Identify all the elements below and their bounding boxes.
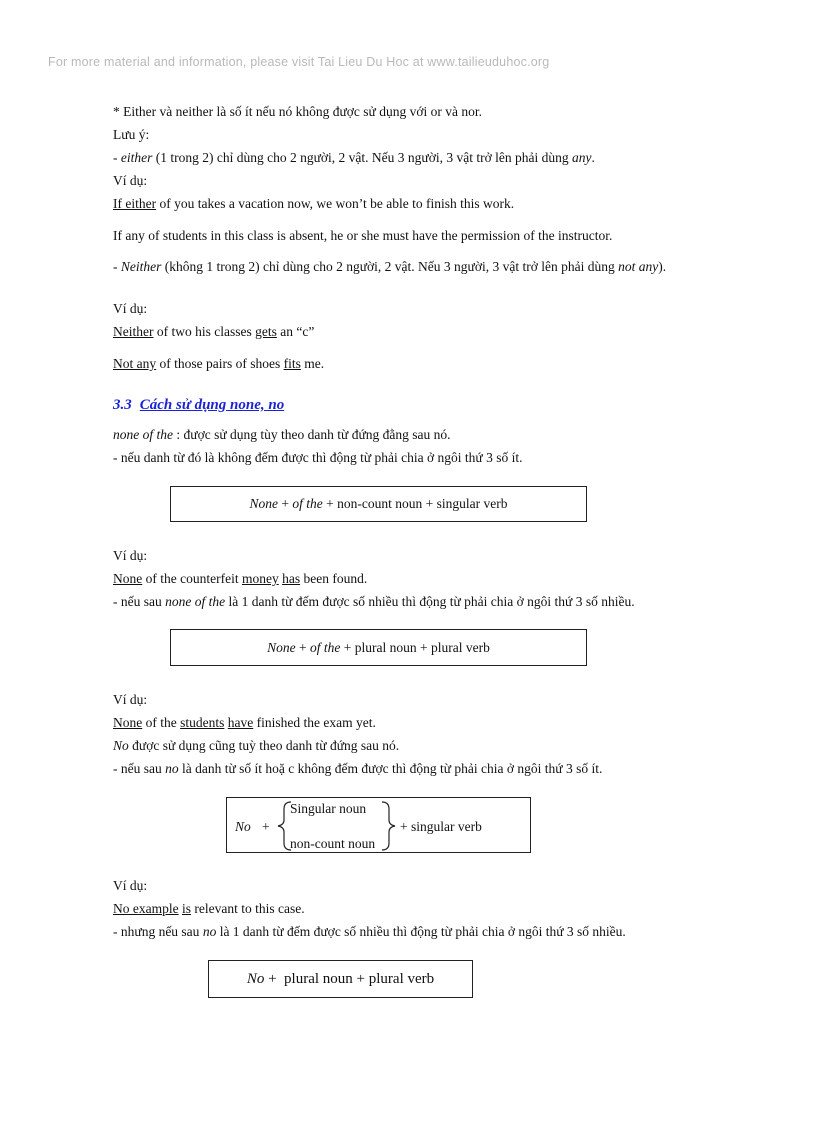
formula-box-no-plural: No + plural noun + plural verb [208, 960, 473, 998]
formula-singular-noun: Singular noun [290, 801, 367, 816]
example-label: Ví dụ: [113, 301, 148, 316]
example-none-money: None of the counterfeit money has been found. [113, 571, 368, 586]
section-heading: 3.3 Cách sử dụng none, no [113, 397, 285, 413]
no-intro: No được sử dụng cũng tuỳ theo danh từ đứng sau nó. [113, 738, 400, 753]
no-rule-plural: - nhưng nếu sau no là 1 danh từ đếm được số nhiều thì động từ phải chia ở ngôi thứ 3 số nhiều. [113, 924, 626, 939]
either-neither-singular-note: * Either và neither là số ít nếu nó không được sử dụng với or và nor. [113, 104, 482, 119]
formula-box-none-noncount: None + of the + non-count noun + singular verb [170, 486, 587, 522]
watermark: For more material and information, please visit Tai Lieu Du Hoc at www.tailieuduhoc.org [48, 55, 550, 69]
example-no-example: No example is relevant to this case. [113, 901, 305, 916]
example-not-any: Not any of those pairs of shoes fits me. [113, 356, 325, 371]
note-label: Lưu ý: [113, 127, 150, 142]
formula-box-no-singular [226, 797, 531, 853]
example-label: Ví dụ: [113, 173, 148, 188]
none-of-intro: none of the : được sử dụng tùy theo danh từ đứng đằng sau nó. [113, 427, 451, 442]
example-none-students: None of the students have finished the exam yet. [113, 715, 376, 730]
example-any: If any of students in this class is absent, he or she must have the permission of the instructor. [113, 228, 613, 243]
none-of-rule-uncountable: - nếu danh từ đó là không đếm được thì động từ phải chia ở ngôi thứ 3 số ít. [113, 450, 523, 465]
curly-braces-icon [227, 798, 532, 854]
example-label: Ví dụ: [113, 548, 148, 563]
none-of-rule-plural: - nếu sau none of the là 1 danh từ đếm được số nhiều thì động từ phải chia ở ngôi thứ 3 số nhiều. [113, 594, 635, 609]
example-label: Ví dụ: [113, 878, 148, 893]
formula-singular-verb: + singular verb [400, 819, 482, 834]
either-rule: - either (1 trong 2) chỉ dùng cho 2 người, 2 vật. Nếu 3 người, 3 vật trở lên phải dùng any. [113, 150, 595, 165]
formula-plus: + [262, 819, 270, 834]
formula-box-none-plural: None + of the + plural noun + plural verb [170, 629, 587, 666]
formula-noncount-noun: non-count noun [290, 836, 376, 851]
no-rule-singular: - nếu sau no là danh từ số ít hoặ c không đếm được thì động từ phải chia ở ngôi thứ 3 số ít. [113, 761, 603, 776]
formula-no: No [235, 819, 251, 834]
example-either: If either of you takes a vacation now, we won’t be able to finish this work. [113, 196, 515, 211]
example-neither: Neither of two his classes gets an “c” [113, 324, 315, 339]
neither-rule: - Neither (không 1 trong 2) chỉ dùng cho 2 người, 2 vật. Nếu 3 người, 3 vật trở lên phải dùng not any). [113, 259, 667, 274]
example-label: Ví dụ: [113, 692, 148, 707]
